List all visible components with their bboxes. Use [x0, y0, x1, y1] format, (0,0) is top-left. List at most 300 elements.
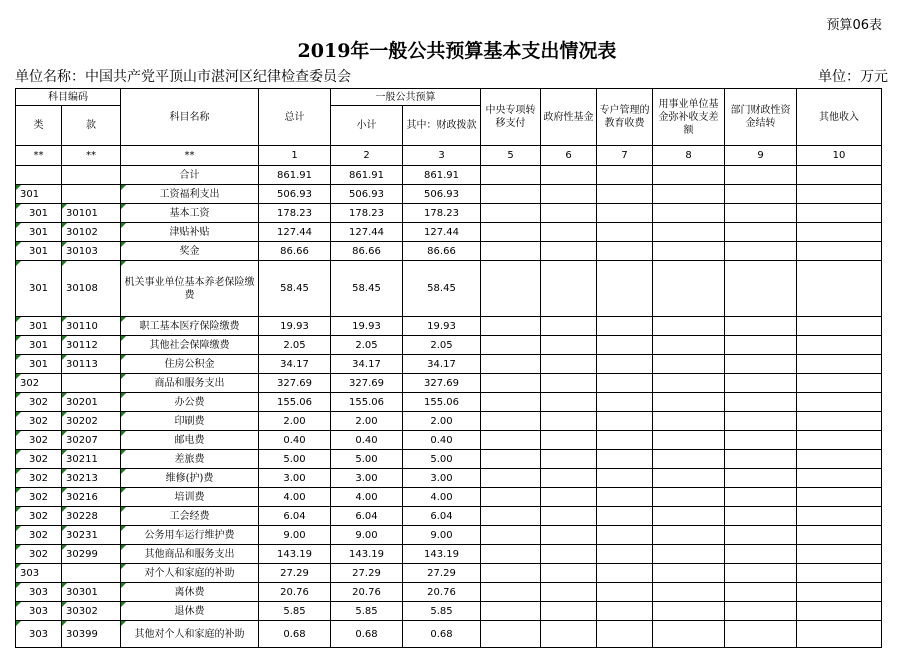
- lei-cell: 302: [16, 469, 62, 488]
- index-cell: 3: [403, 146, 481, 166]
- index-cell: 8: [653, 146, 725, 166]
- table-row: [16, 621, 882, 648]
- subject-name-cell: 工资福利支出: [121, 185, 259, 204]
- header-total: 总计: [259, 89, 331, 146]
- fiscal-cell: 178.23: [403, 204, 481, 223]
- empty-cell: [797, 374, 882, 393]
- lei-cell: 301: [16, 185, 62, 204]
- kuan-cell: 30231: [62, 526, 121, 545]
- lei-cell: 301: [16, 317, 62, 336]
- empty-cell: [597, 393, 653, 412]
- kuan-cell: 30302: [62, 602, 121, 621]
- kuan-cell: 30399: [62, 621, 121, 648]
- empty-cell: [797, 621, 882, 648]
- table-row: [16, 261, 882, 317]
- empty-cell: [797, 336, 882, 355]
- total-cell: 327.69: [259, 374, 331, 393]
- index-cell: **: [16, 146, 62, 166]
- fiscal-cell: 0.68: [403, 621, 481, 648]
- empty-cell: [541, 336, 597, 355]
- lei-cell: 303: [16, 583, 62, 602]
- empty-cell: [597, 166, 653, 185]
- empty-cell: [481, 261, 541, 317]
- empty-cell: [597, 564, 653, 583]
- empty-cell: [725, 564, 797, 583]
- header-other-income: 其他收入: [797, 89, 882, 146]
- empty-cell: [653, 204, 725, 223]
- empty-cell: [653, 488, 725, 507]
- empty-cell: [797, 185, 882, 204]
- empty-cell: [481, 545, 541, 564]
- empty-cell: [797, 261, 882, 317]
- subtotal-cell: 5.00: [331, 450, 403, 469]
- total-cell: 127.44: [259, 223, 331, 242]
- empty-cell: [541, 431, 597, 450]
- table-row: [16, 336, 882, 355]
- header-subject-name: 科目名称: [121, 89, 259, 146]
- subject-name-cell: 职工基本医疗保险缴费: [121, 317, 259, 336]
- lei-cell: 302: [16, 374, 62, 393]
- kuan-cell: 30113: [62, 355, 121, 374]
- subtotal-cell: 58.45: [331, 261, 403, 317]
- kuan-cell: 30207: [62, 431, 121, 450]
- empty-cell: [797, 355, 882, 374]
- empty-cell: [481, 374, 541, 393]
- empty-cell: [597, 545, 653, 564]
- lei-cell: 301: [16, 204, 62, 223]
- subtotal-cell: 0.68: [331, 621, 403, 648]
- total-cell: 4.00: [259, 488, 331, 507]
- lei-cell: 302: [16, 431, 62, 450]
- kuan-cell: 30103: [62, 242, 121, 261]
- empty-cell: [653, 185, 725, 204]
- empty-cell: [481, 488, 541, 507]
- subject-name-cell: 维修(护)费: [121, 469, 259, 488]
- empty-cell: [481, 526, 541, 545]
- empty-cell: [653, 336, 725, 355]
- index-cell: 9: [725, 146, 797, 166]
- empty-cell: [597, 507, 653, 526]
- empty-cell: [481, 223, 541, 242]
- unit-label: 单位：万元: [818, 69, 888, 85]
- subtotal-cell: 861.91: [331, 166, 403, 185]
- subject-name-cell: 邮电费: [121, 431, 259, 450]
- lei-cell: 302: [16, 526, 62, 545]
- kuan-cell: 30101: [62, 204, 121, 223]
- empty-cell: [653, 564, 725, 583]
- header-lei: 类: [16, 106, 62, 146]
- subject-name-cell: 公务用车运行维护费: [121, 526, 259, 545]
- subtotal-cell: 27.29: [331, 564, 403, 583]
- subject-name-cell: 其他社会保障缴费: [121, 336, 259, 355]
- subtotal-cell: 3.00: [331, 469, 403, 488]
- subject-name-cell: 合计: [121, 166, 259, 185]
- table-row: [16, 602, 882, 621]
- header-gov-fund: 政府性基金: [541, 89, 597, 146]
- empty-cell: [597, 317, 653, 336]
- empty-cell: [541, 450, 597, 469]
- fiscal-cell: 19.93: [403, 317, 481, 336]
- fiscal-cell: 34.17: [403, 355, 481, 374]
- empty-cell: [541, 261, 597, 317]
- table-row: [16, 204, 882, 223]
- header-subsidy: 用事业单位基金弥补收支差额: [653, 89, 725, 146]
- empty-cell: [541, 564, 597, 583]
- fiscal-cell: 2.00: [403, 412, 481, 431]
- lei-cell: 303: [16, 564, 62, 583]
- subject-name-cell: 机关事业单位基本养老保险缴费: [121, 261, 259, 317]
- fiscal-cell: 6.04: [403, 507, 481, 526]
- empty-cell: [797, 393, 882, 412]
- fiscal-cell: 4.00: [403, 488, 481, 507]
- lei-cell: 303: [16, 621, 62, 648]
- table-row: [16, 431, 882, 450]
- empty-cell: [597, 412, 653, 431]
- empty-cell: [481, 412, 541, 431]
- kuan-cell: 30201: [62, 393, 121, 412]
- table-row: [16, 583, 882, 602]
- empty-cell: [797, 431, 882, 450]
- kuan-cell: [62, 564, 121, 583]
- empty-cell: [481, 602, 541, 621]
- empty-cell: [481, 204, 541, 223]
- empty-cell: [541, 223, 597, 242]
- subject-name-cell: 津贴补贴: [121, 223, 259, 242]
- total-cell: 6.04: [259, 507, 331, 526]
- empty-cell: [725, 185, 797, 204]
- empty-cell: [541, 355, 597, 374]
- empty-cell: [541, 242, 597, 261]
- table-row: [16, 545, 882, 564]
- empty-cell: [481, 431, 541, 450]
- index-cell: 6: [541, 146, 597, 166]
- kuan-cell: 30216: [62, 488, 121, 507]
- empty-cell: [725, 204, 797, 223]
- empty-cell: [797, 545, 882, 564]
- subtotal-cell: 0.40: [331, 431, 403, 450]
- empty-cell: [725, 223, 797, 242]
- empty-cell: [481, 355, 541, 374]
- fiscal-cell: 20.76: [403, 583, 481, 602]
- empty-cell: [725, 602, 797, 621]
- total-cell: 178.23: [259, 204, 331, 223]
- empty-cell: [797, 242, 882, 261]
- subtotal-cell: 127.44: [331, 223, 403, 242]
- header-subtotal: 小计: [331, 106, 403, 146]
- empty-cell: [725, 488, 797, 507]
- empty-cell: [541, 166, 597, 185]
- empty-cell: [653, 469, 725, 488]
- empty-cell: [541, 583, 597, 602]
- empty-cell: [653, 355, 725, 374]
- subtotal-cell: 20.76: [331, 583, 403, 602]
- empty-cell: [725, 469, 797, 488]
- empty-cell: [597, 242, 653, 261]
- subtotal-cell: 178.23: [331, 204, 403, 223]
- subject-name-cell: 培训费: [121, 488, 259, 507]
- empty-cell: [653, 621, 725, 648]
- kuan-cell: [62, 374, 121, 393]
- empty-cell: [541, 469, 597, 488]
- lei-cell: 302: [16, 412, 62, 431]
- fiscal-cell: 58.45: [403, 261, 481, 317]
- empty-cell: [725, 261, 797, 317]
- kuan-cell: 30110: [62, 317, 121, 336]
- header-edu-fee: 专户管理的教育收费: [597, 89, 653, 146]
- lei-cell: 301: [16, 223, 62, 242]
- empty-cell: [597, 223, 653, 242]
- header-kuan: 款: [62, 106, 121, 146]
- empty-cell: [797, 469, 882, 488]
- empty-cell: [597, 450, 653, 469]
- empty-cell: [797, 317, 882, 336]
- fiscal-cell: 0.40: [403, 431, 481, 450]
- fiscal-cell: 327.69: [403, 374, 481, 393]
- empty-cell: [597, 204, 653, 223]
- subject-name-cell: 住房公积金: [121, 355, 259, 374]
- total-cell: 5.85: [259, 602, 331, 621]
- total-cell: 0.68: [259, 621, 331, 648]
- subtotal-cell: 4.00: [331, 488, 403, 507]
- total-cell: 9.00: [259, 526, 331, 545]
- subject-name-cell: 对个人和家庭的补助: [121, 564, 259, 583]
- fiscal-cell: 155.06: [403, 393, 481, 412]
- empty-cell: [653, 431, 725, 450]
- total-cell: 34.17: [259, 355, 331, 374]
- fiscal-cell: 2.05: [403, 336, 481, 355]
- empty-cell: [597, 336, 653, 355]
- empty-cell: [797, 602, 882, 621]
- empty-cell: [725, 507, 797, 526]
- fiscal-cell: 3.00: [403, 469, 481, 488]
- kuan-cell: 30112: [62, 336, 121, 355]
- empty-cell: [597, 431, 653, 450]
- lei-cell: 302: [16, 488, 62, 507]
- table-row: [16, 564, 882, 583]
- empty-cell: [725, 393, 797, 412]
- empty-cell: [653, 602, 725, 621]
- subtotal-cell: 5.85: [331, 602, 403, 621]
- empty-cell: [597, 374, 653, 393]
- page-title: 2019年一般公共预算基本支出情况表: [297, 40, 617, 62]
- fiscal-cell: 9.00: [403, 526, 481, 545]
- empty-cell: [725, 526, 797, 545]
- index-cell: 10: [797, 146, 882, 166]
- subtotal-cell: 86.66: [331, 242, 403, 261]
- empty-cell: [541, 317, 597, 336]
- lei-cell: 301: [16, 336, 62, 355]
- empty-cell: [725, 412, 797, 431]
- empty-cell: [541, 393, 597, 412]
- empty-cell: [481, 166, 541, 185]
- index-cell: 5: [481, 146, 541, 166]
- empty-cell: [797, 223, 882, 242]
- empty-cell: [725, 545, 797, 564]
- subtotal-cell: 9.00: [331, 526, 403, 545]
- empty-cell: [797, 166, 882, 185]
- subtotal-cell: 327.69: [331, 374, 403, 393]
- empty-cell: [725, 166, 797, 185]
- fiscal-cell: 861.91: [403, 166, 481, 185]
- empty-cell: [481, 317, 541, 336]
- total-cell: 506.93: [259, 185, 331, 204]
- index-cell: 2: [331, 146, 403, 166]
- budget-table: [15, 88, 882, 648]
- empty-cell: [797, 507, 882, 526]
- table-row: [16, 488, 882, 507]
- kuan-cell: [62, 166, 121, 185]
- subject-name-cell: 奖金: [121, 242, 259, 261]
- total-cell: 143.19: [259, 545, 331, 564]
- fiscal-cell: 27.29: [403, 564, 481, 583]
- subject-name-cell: 基本工资: [121, 204, 259, 223]
- header-carryover: 部门财政性资金结转: [725, 89, 797, 146]
- empty-cell: [481, 393, 541, 412]
- empty-cell: [481, 469, 541, 488]
- empty-cell: [797, 450, 882, 469]
- subject-name-cell: 办公费: [121, 393, 259, 412]
- kuan-cell: 30202: [62, 412, 121, 431]
- empty-cell: [541, 621, 597, 648]
- empty-cell: [541, 602, 597, 621]
- empty-cell: [541, 545, 597, 564]
- total-cell: 86.66: [259, 242, 331, 261]
- empty-cell: [481, 507, 541, 526]
- empty-cell: [653, 393, 725, 412]
- lei-cell: 302: [16, 450, 62, 469]
- header-central-transfer: 中央专项转移支付: [481, 89, 541, 146]
- empty-cell: [541, 374, 597, 393]
- empty-cell: [797, 488, 882, 507]
- empty-cell: [653, 166, 725, 185]
- empty-cell: [797, 204, 882, 223]
- empty-cell: [653, 545, 725, 564]
- index-row: [16, 146, 882, 166]
- lei-cell: [16, 166, 62, 185]
- subject-name-cell: 差旅费: [121, 450, 259, 469]
- empty-cell: [725, 317, 797, 336]
- subject-name-cell: 商品和服务支出: [121, 374, 259, 393]
- total-cell: 19.93: [259, 317, 331, 336]
- total-cell: 2.00: [259, 412, 331, 431]
- subject-name-cell: 其他商品和服务支出: [121, 545, 259, 564]
- empty-cell: [597, 621, 653, 648]
- fiscal-cell: 506.93: [403, 185, 481, 204]
- fiscal-cell: 86.66: [403, 242, 481, 261]
- empty-cell: [653, 450, 725, 469]
- empty-cell: [797, 526, 882, 545]
- index-cell: 1: [259, 146, 331, 166]
- kuan-cell: 30102: [62, 223, 121, 242]
- subject-name-cell: 印刷费: [121, 412, 259, 431]
- empty-cell: [481, 564, 541, 583]
- subtotal-cell: 6.04: [331, 507, 403, 526]
- unit-name: 单位名称：中国共产党平顶山市湛河区纪律检查委员会: [15, 69, 351, 85]
- empty-cell: [481, 583, 541, 602]
- kuan-cell: 30228: [62, 507, 121, 526]
- subtotal-cell: 34.17: [331, 355, 403, 374]
- empty-cell: [653, 223, 725, 242]
- lei-cell: 303: [16, 602, 62, 621]
- empty-cell: [725, 336, 797, 355]
- table-row: [16, 185, 882, 204]
- empty-cell: [797, 412, 882, 431]
- empty-cell: [725, 431, 797, 450]
- empty-cell: [541, 185, 597, 204]
- empty-cell: [597, 602, 653, 621]
- empty-cell: [653, 526, 725, 545]
- header-fiscal-alloc: 其中：财政拨款: [403, 106, 481, 146]
- table-row: [16, 393, 882, 412]
- subtotal-cell: 19.93: [331, 317, 403, 336]
- index-cell: 7: [597, 146, 653, 166]
- total-cell: 3.00: [259, 469, 331, 488]
- total-cell: 20.76: [259, 583, 331, 602]
- table-row: [16, 469, 882, 488]
- header-general-budget: 一般公共预算: [331, 89, 481, 106]
- lei-cell: 302: [16, 545, 62, 564]
- empty-cell: [597, 488, 653, 507]
- empty-cell: [481, 185, 541, 204]
- empty-cell: [653, 583, 725, 602]
- empty-cell: [597, 469, 653, 488]
- empty-cell: [481, 621, 541, 648]
- kuan-cell: 30108: [62, 261, 121, 317]
- fiscal-cell: 127.44: [403, 223, 481, 242]
- lei-cell: 301: [16, 242, 62, 261]
- empty-cell: [597, 185, 653, 204]
- subject-name-cell: 离休费: [121, 583, 259, 602]
- index-cell: **: [121, 146, 259, 166]
- total-cell: 27.29: [259, 564, 331, 583]
- header-subject-code: 科目编码: [16, 89, 121, 106]
- empty-cell: [653, 242, 725, 261]
- fiscal-cell: 5.85: [403, 602, 481, 621]
- empty-cell: [725, 374, 797, 393]
- table-row: [16, 374, 882, 393]
- empty-cell: [797, 564, 882, 583]
- subtotal-cell: 2.05: [331, 336, 403, 355]
- empty-cell: [541, 526, 597, 545]
- lei-cell: 302: [16, 393, 62, 412]
- subtotal-cell: 2.00: [331, 412, 403, 431]
- table-row: [16, 166, 882, 185]
- subject-name-cell: 其他对个人和家庭的补助: [121, 621, 259, 648]
- empty-cell: [481, 336, 541, 355]
- kuan-cell: [62, 185, 121, 204]
- form-code: 预算06表: [826, 18, 882, 33]
- lei-cell: 302: [16, 507, 62, 526]
- total-cell: 5.00: [259, 450, 331, 469]
- table-row: [16, 223, 882, 242]
- total-cell: 861.91: [259, 166, 331, 185]
- subtotal-cell: 143.19: [331, 545, 403, 564]
- empty-cell: [725, 583, 797, 602]
- empty-cell: [597, 583, 653, 602]
- kuan-cell: 30211: [62, 450, 121, 469]
- empty-cell: [481, 242, 541, 261]
- empty-cell: [541, 412, 597, 431]
- index-cell: **: [62, 146, 121, 166]
- empty-cell: [597, 261, 653, 317]
- kuan-cell: 30299: [62, 545, 121, 564]
- total-cell: 58.45: [259, 261, 331, 317]
- empty-cell: [653, 374, 725, 393]
- table-row: [16, 507, 882, 526]
- empty-cell: [541, 204, 597, 223]
- table-row: [16, 412, 882, 431]
- total-cell: 0.40: [259, 431, 331, 450]
